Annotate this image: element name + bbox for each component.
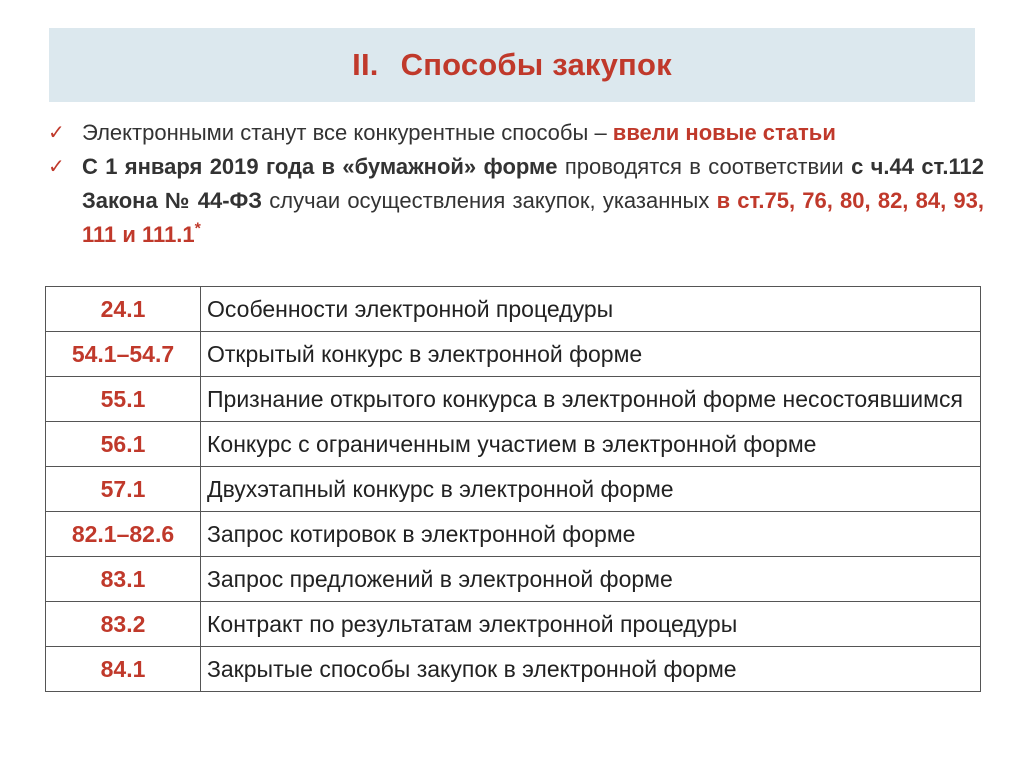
table-row xyxy=(46,377,981,422)
table-row xyxy=(46,602,981,647)
slide-title xyxy=(352,47,672,83)
article-code: 84.1 xyxy=(46,647,201,692)
bullet-list xyxy=(48,116,984,252)
article-description: Контракт по результатам электронной процедуры xyxy=(201,602,981,647)
article-code: 83.1 xyxy=(46,557,201,602)
article-code: 57.1 xyxy=(46,467,201,512)
title-bar xyxy=(49,28,975,102)
bullet-bold-text: с ч.44 ст.112 Закона № 44-ФЗ xyxy=(82,154,984,213)
article-code: 82.1–82.6 xyxy=(46,512,201,557)
table-row xyxy=(46,332,981,377)
footnote-star: * xyxy=(194,220,201,238)
article-description: Запрос котировок в электронной форме xyxy=(201,512,981,557)
article-code: 56.1 xyxy=(46,422,201,467)
articles-table xyxy=(45,286,981,692)
article-description: Закрытые способы закупок в электронной форме xyxy=(201,647,981,692)
table-row xyxy=(46,557,981,602)
article-code: 55.1 xyxy=(46,377,201,422)
title-numeral: II. xyxy=(352,47,379,82)
table-row xyxy=(46,467,981,512)
bullet-text: проводятся в соответствии xyxy=(557,154,852,179)
article-code: 54.1–54.7 xyxy=(46,332,201,377)
article-code: 83.2 xyxy=(46,602,201,647)
checkmark-icon: ✓ xyxy=(48,122,65,144)
bullet-item xyxy=(48,116,984,150)
article-description: Открытый конкурс в электронной форме xyxy=(201,332,981,377)
bullet-highlight: ввели новые статьи xyxy=(612,120,836,145)
table-row xyxy=(46,287,981,332)
table-row xyxy=(46,422,981,467)
article-description: Двухэтапный конкурс в электронной форме xyxy=(201,467,981,512)
article-description: Особенности электронной процедуры xyxy=(201,287,981,332)
article-description: Конкурс с ограниченным участием в электронной форме xyxy=(201,422,981,467)
bullet-text: случаи осуществления закупок, указанных xyxy=(262,188,717,213)
bullet-item xyxy=(48,150,984,252)
article-description: Запрос предложений в электронной форме xyxy=(201,557,981,602)
checkmark-icon: ✓ xyxy=(48,156,65,178)
bullet-bold-text: С 1 января 2019 года в «бумажной» форме xyxy=(82,154,558,179)
table-row xyxy=(46,647,981,692)
bullet-highlight: в ст.75, 76, 80, 82, 84, 93, 111 и 111.1 xyxy=(82,188,984,247)
table-row xyxy=(46,512,981,557)
title-label: Способы закупок xyxy=(400,47,672,82)
article-description: Признание открытого конкурса в электронной форме несостоявшимся xyxy=(201,377,981,422)
bullet-text: Электронными станут все конкурентные способы – xyxy=(82,120,613,145)
article-code: 24.1 xyxy=(46,287,201,332)
